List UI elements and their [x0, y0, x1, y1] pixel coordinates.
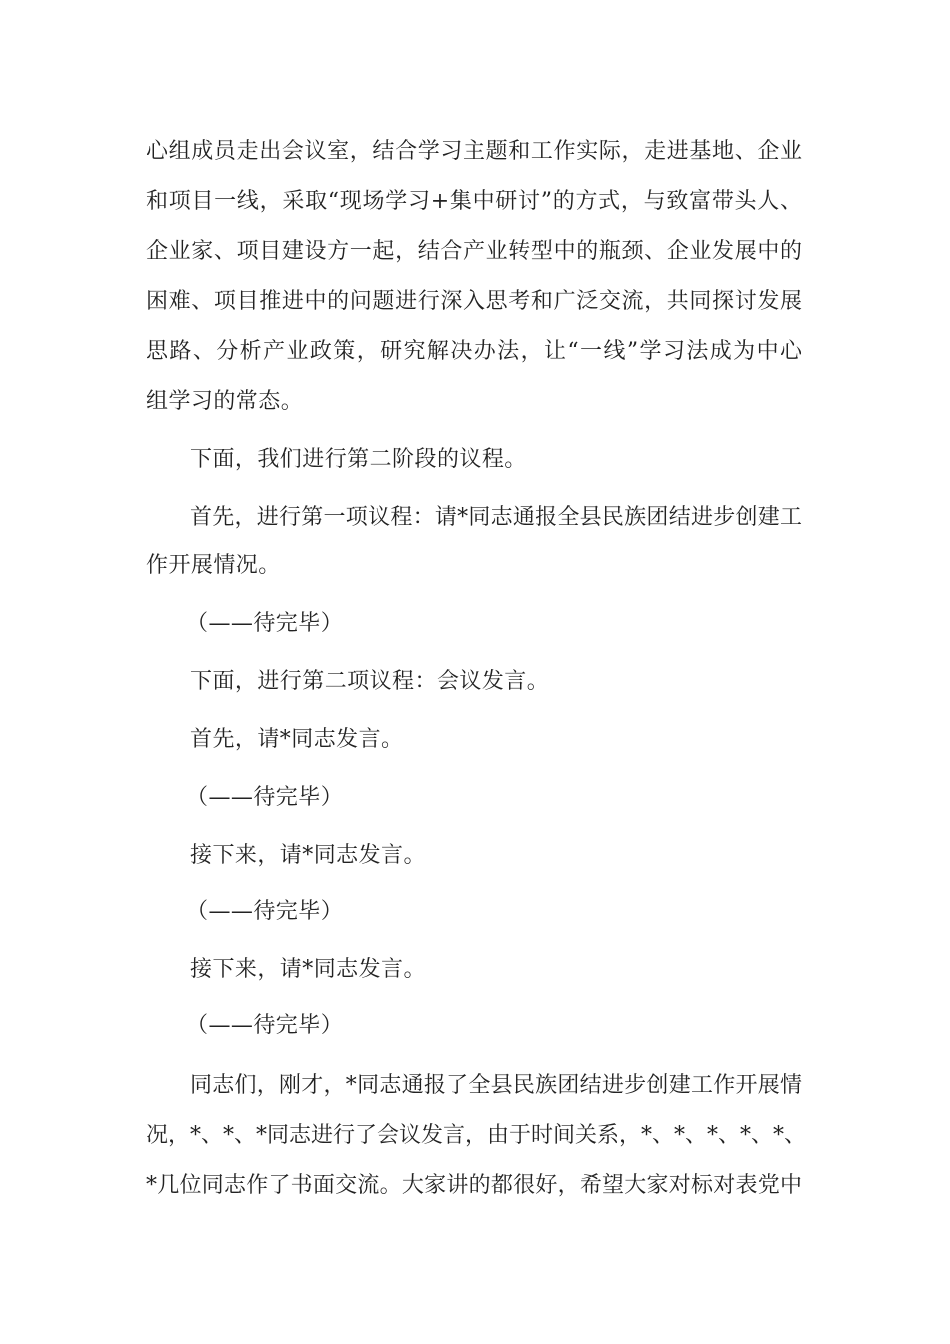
body-text-line: *几位同志作了书面交流。大家讲的都很好，希望大家对标对表党中 [146, 1173, 802, 1198]
paragraph-line: 接下来，请*同志发言。 [190, 957, 426, 982]
body-text-line: 思路、分析产业政策，研究解决办法，让“一线”学习法成为中心 [146, 339, 802, 364]
paragraph-line: 接下来，请*同志发言。 [190, 843, 426, 868]
body-text-line: 企业家、项目建设方一起，结合产业转型中的瓶颈、企业发展中的 [146, 239, 802, 264]
body-text-line: 况，*、*、*同志进行了会议发言，由于时间关系，*、*、*、*、*、 [146, 1123, 807, 1148]
body-text-line: 作开展情况。 [146, 553, 281, 578]
body-text-line: 心组成员走出会议室，结合学习主题和工作实际，走进基地、企业 [146, 139, 802, 164]
paragraph-line: 下面，进行第二项议程：会议发言。 [190, 669, 550, 694]
pause-note: （——待完毕） [186, 899, 344, 924]
body-text-line: 和项目一线，采取“现场学习+集中研讨”的方式，与致富带头人、 [146, 189, 802, 214]
pause-note: （——待完毕） [186, 785, 344, 810]
paragraph-line: 同志们，刚才，*同志通报了全县民族团结进步创建工作开展情 [190, 1073, 802, 1098]
body-text-line: 组学习的常态。 [146, 389, 304, 414]
paragraph-line: 首先，请*同志发言。 [190, 727, 404, 752]
body-text-line: 困难、项目推进中的问题进行深入思考和广泛交流，共同探讨发展 [146, 289, 802, 314]
paragraph-line: 首先，进行第一项议程：请*同志通报全县民族团结进步创建工 [190, 505, 802, 530]
pause-note: （——待完毕） [186, 1013, 344, 1038]
pause-note: （——待完毕） [186, 611, 344, 636]
paragraph-line: 下面，我们进行第二阶段的议程。 [190, 447, 527, 472]
